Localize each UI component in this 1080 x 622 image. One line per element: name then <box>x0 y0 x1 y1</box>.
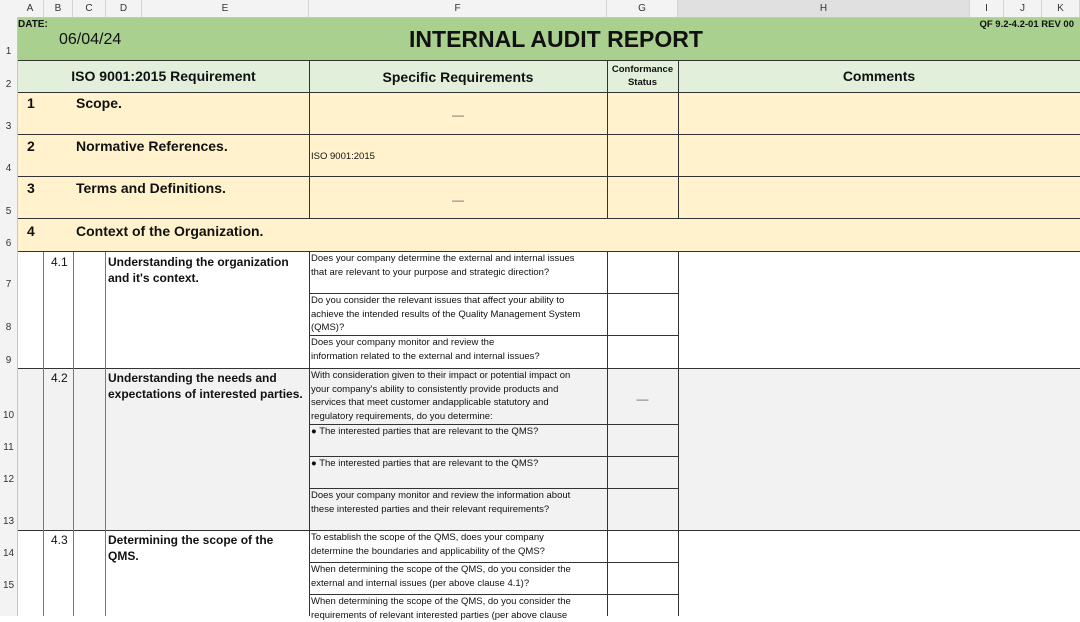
date-value[interactable]: 06/04/24 <box>59 31 121 49</box>
border <box>309 293 678 294</box>
clause-4-3-question-1[interactable] <box>311 531 545 558</box>
border <box>18 530 1080 531</box>
border <box>309 61 310 219</box>
q-line: information related to the external and internal issues? <box>311 350 540 364</box>
column-header-j[interactable]: J <box>1004 0 1042 17</box>
section-3-number: 3 <box>27 180 35 196</box>
q-line: achieve the intended results of the Quality Management System <box>311 308 580 322</box>
q-line: external and internal issues (per above clause 4.1)? <box>311 577 571 591</box>
section-3-title: Terms and Definitions. <box>76 180 226 196</box>
clause-4-3-title-line1: Determining the scope of the <box>108 532 273 548</box>
border <box>309 562 678 563</box>
section-2-number: 2 <box>27 138 35 154</box>
border <box>678 252 679 616</box>
clause-4-2-question-2[interactable]: ● The interested parties that are relevant to the QMS? <box>311 425 538 439</box>
border <box>18 218 1080 219</box>
section-1-number: 1 <box>27 95 35 111</box>
clause-4-2-title-line2: expectations of interested parties. <box>108 386 303 402</box>
clause-4-2-title-line1: Understanding the needs and <box>108 370 303 386</box>
column-header-e[interactable]: E <box>142 0 309 17</box>
clause-4-1-question-2[interactable] <box>311 294 580 335</box>
border <box>18 251 1080 252</box>
q-line: regulatory requirements, do you determine: <box>311 410 570 424</box>
border <box>309 594 678 595</box>
row-header-2[interactable]: 2 <box>0 79 17 90</box>
section-4-title: Context of the Organization. <box>76 223 263 239</box>
row-header-6[interactable]: 6 <box>0 238 17 249</box>
clause-4-3-title <box>108 532 273 564</box>
conformance-header-line1: Conformance <box>607 64 678 75</box>
q-line: Do you consider the relevant issues that affect your ability to <box>311 294 580 308</box>
clause-4-2-question-4[interactable] <box>311 489 570 516</box>
row-header-8[interactable]: 8 <box>0 322 17 333</box>
comments-header: Comments <box>678 68 1080 84</box>
row-header-13[interactable]: 13 <box>0 516 17 527</box>
border <box>18 176 1080 177</box>
row-header-15[interactable]: 15 <box>0 580 17 591</box>
column-header-a[interactable]: A <box>17 0 44 17</box>
clause-4-2-question-3[interactable]: ● The interested parties that are relevant to the QMS? <box>311 457 538 471</box>
q-line: determine the boundaries and applicability of the QMS? <box>311 545 545 559</box>
border <box>18 60 1080 61</box>
clause-4-1-question-3[interactable] <box>311 336 540 363</box>
border <box>309 424 678 425</box>
border <box>309 456 678 457</box>
clause-4-1-question-1[interactable] <box>311 252 575 279</box>
q-line: With consideration given to their impact or potential impact on <box>311 369 570 383</box>
border <box>18 368 1080 369</box>
q-line: that are relevant to your purpose and strategic direction? <box>311 266 575 280</box>
clause-4-1-title <box>108 254 289 286</box>
column-header-k[interactable]: K <box>1042 0 1080 17</box>
section-1-title: Scope. <box>76 95 122 111</box>
border <box>309 252 310 616</box>
row-header-11[interactable]: 11 <box>0 442 17 453</box>
column-header-f[interactable]: F <box>309 0 607 17</box>
iso-requirement-header: ISO 9001:2015 Requirement <box>18 68 309 84</box>
row-header-12[interactable]: 12 <box>0 474 17 485</box>
q-line: requirements of relevant interested parties (per above clause <box>311 609 571 622</box>
border <box>607 61 608 219</box>
column-header-b[interactable]: B <box>44 0 73 17</box>
section-1-specific[interactable]: — <box>309 108 607 122</box>
clause-4-3-number: 4.3 <box>51 533 68 547</box>
row-header-bar <box>0 17 18 616</box>
border <box>73 252 74 616</box>
clause-4-1-number: 4.1 <box>51 255 68 269</box>
q-line: Does your company determine the external and internal issues <box>311 252 575 266</box>
column-header-d[interactable]: D <box>106 0 142 17</box>
row-header-9[interactable]: 9 <box>0 355 17 366</box>
border <box>607 252 608 616</box>
clause-4-3-title-line2: QMS. <box>108 548 273 564</box>
section-3-specific[interactable]: — <box>309 193 607 207</box>
border <box>18 92 1080 93</box>
row-header-3[interactable]: 3 <box>0 121 17 132</box>
q-line: your company's ability to consistently provide products and <box>311 383 570 397</box>
q-line: When determining the scope of the QMS, do you consider the <box>311 563 571 577</box>
q-line: Does your company monitor and review the <box>311 336 540 350</box>
row-header-7[interactable]: 7 <box>0 279 17 290</box>
q-line: Does your company monitor and review the information about <box>311 489 570 503</box>
section-2-title: Normative References. <box>76 138 228 154</box>
row-header-4[interactable]: 4 <box>0 163 17 174</box>
clause-4-2-title <box>108 370 303 402</box>
q-line: these interested parties and their relevant requirements? <box>311 503 570 517</box>
form-code: QF 9.2-4.2-01 REV 00 <box>900 19 1074 30</box>
border <box>105 252 106 616</box>
clause-4-2-number: 4.2 <box>51 371 68 385</box>
column-header-c[interactable]: C <box>73 0 106 17</box>
row-header-10[interactable]: 10 <box>0 410 17 421</box>
q-line: (QMS)? <box>311 321 580 335</box>
section-2-specific[interactable]: ISO 9001:2015 <box>311 150 375 164</box>
clause-4-2-status[interactable]: — <box>607 392 678 406</box>
clause-4-3-question-3[interactable] <box>311 595 571 622</box>
column-header-h[interactable]: H <box>678 0 970 17</box>
row-header-5[interactable]: 5 <box>0 206 17 217</box>
report-title: INTERNAL AUDIT REPORT <box>309 26 803 53</box>
row-header-1[interactable]: 1 <box>0 46 17 57</box>
date-label: DATE: <box>18 19 48 30</box>
specific-requirements-header: Specific Requirements <box>309 69 607 85</box>
border <box>678 61 679 219</box>
q-line: services that meet customer andapplicable statutory and <box>311 396 570 410</box>
border <box>309 335 678 336</box>
clause-4-1-title-line1: Understanding the organization <box>108 254 289 270</box>
border <box>309 488 678 489</box>
q-line: When determining the scope of the QMS, do you consider the <box>311 595 571 609</box>
column-header-bar <box>0 0 1080 18</box>
clause-4-3-question-2[interactable] <box>311 563 571 590</box>
q-line: To establish the scope of the QMS, does your company <box>311 531 545 545</box>
border <box>18 134 1080 135</box>
column-header-i[interactable]: I <box>970 0 1004 17</box>
clause-4-1-title-line2: and it's context. <box>108 270 289 286</box>
clause-4-2-question-1[interactable] <box>311 369 570 423</box>
row-header-14[interactable]: 14 <box>0 548 17 559</box>
section-4-number: 4 <box>27 223 35 239</box>
border <box>43 252 44 616</box>
conformance-header-line2: Status <box>607 77 678 88</box>
column-header-g[interactable]: G <box>607 0 678 17</box>
